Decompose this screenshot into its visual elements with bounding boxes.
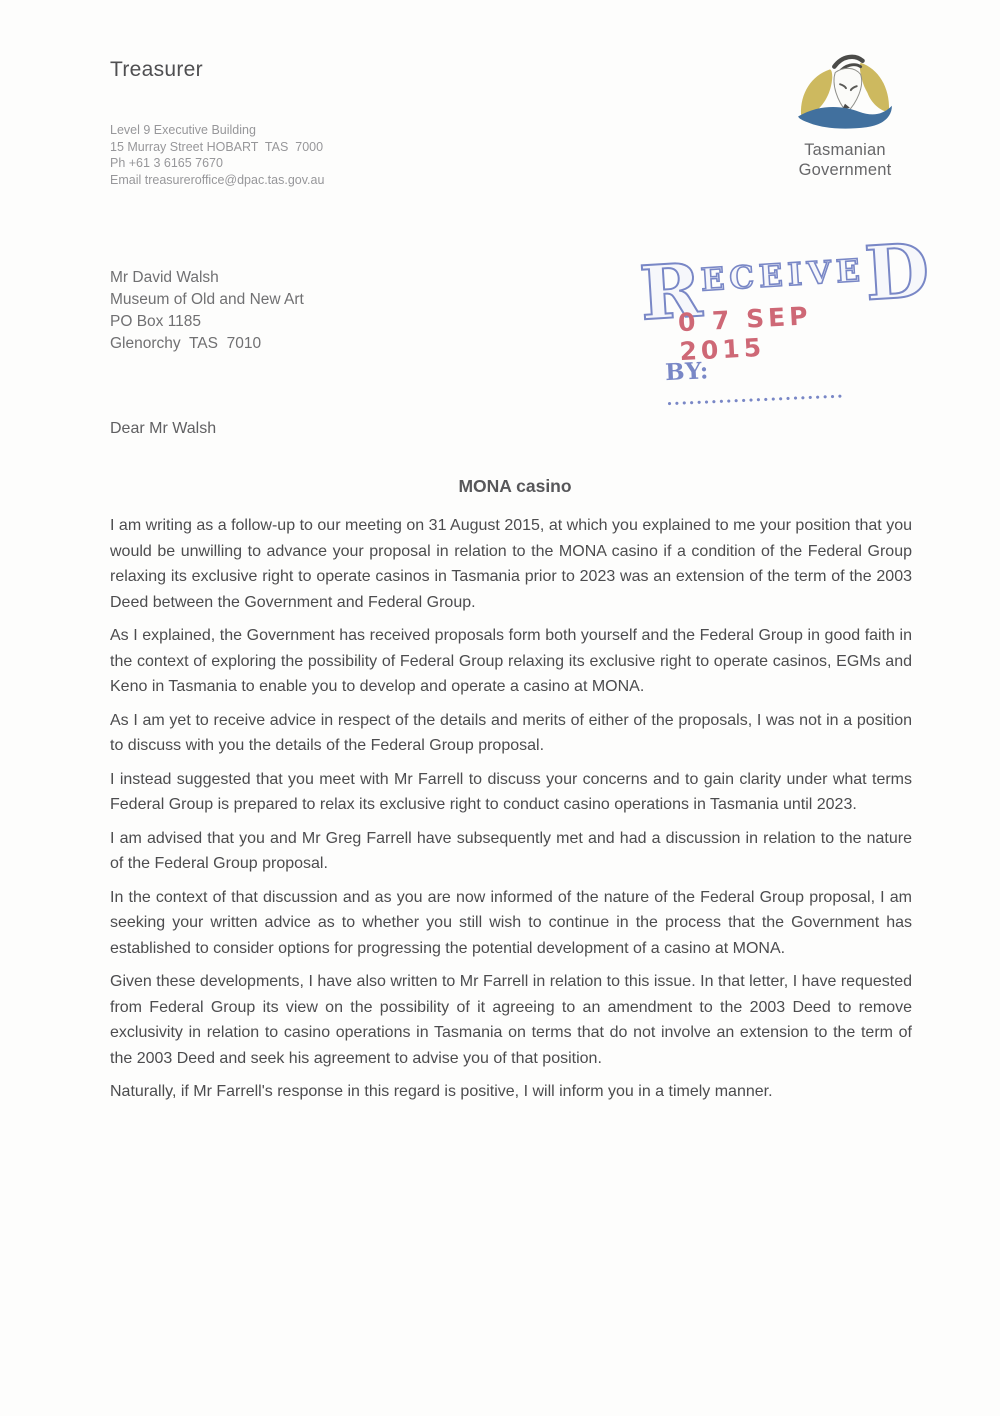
letterhead-address-line: 15 Murray Street HOBART TAS 7000 xyxy=(110,139,324,154)
stamp-by-line xyxy=(665,350,887,414)
letterhead-title: Treasurer xyxy=(110,58,203,81)
logo-wordmark xyxy=(783,140,907,180)
letter-paragraph: I instead suggested that you meet with Mr Farrell to discuss your concerns and to gain clarity under what terms Federal Group is prepared to relax its exclusive right to conduct casino operations in Tasmania until 2023. xyxy=(110,770,912,813)
recipient-address-line: PO Box 1185 xyxy=(110,313,202,330)
recipient-address-line: Glenorchy TAS 7010 xyxy=(110,335,262,352)
thylacine-emblem-icon xyxy=(783,52,907,138)
stamp-by-label: BY: xyxy=(664,357,710,387)
stamp-letters-eceive: ECEIVE xyxy=(699,252,866,299)
logo-text-line2: Government xyxy=(798,161,892,179)
letter-paragraph: In the context of that discussion and as you are now informed of the nature of the Federal Group proposal, I am seeking your written advice as to whether you still wish to continue in the process that the Government has established to consider options for progressing the potential development of a casino at MONA. xyxy=(110,888,912,957)
stamp-by-dotted-line: ........................ xyxy=(665,382,845,411)
received-stamp xyxy=(637,227,932,411)
letterhead-address-line: Level 9 Executive Building xyxy=(110,123,256,137)
stamp-letter-d: D xyxy=(862,227,932,318)
recipient-address xyxy=(110,267,304,355)
letter-body xyxy=(110,513,912,1113)
salutation: Dear Mr Walsh xyxy=(110,420,217,437)
stamp-date: 0 7 SEP 2015 xyxy=(677,301,813,367)
letterhead-address-line: Email treasureroffice@dpac.tas.gov.au xyxy=(110,172,325,187)
stamp-letter-r: R xyxy=(637,247,705,338)
letter-paragraph: I am writing as a follow-up to our meeting on 31 August 2015, at which you explained to me your position that you would be unwilling to advance your proposal in relation to the MONA casino if a condition of the Federal Group relaxing its exclusive right to operate casinos in Tasmania prior to 2023 was an extension of the term of the 2003 Deed between the Government and Federal Group. xyxy=(110,517,912,611)
subject-heading: MONA casino xyxy=(458,476,572,496)
tasmanian-government-logo xyxy=(783,52,907,180)
letterhead-address xyxy=(110,122,324,188)
recipient-address-line: Museum of Old and New Art xyxy=(110,291,304,308)
letter-paragraph: Given these developments, I have also written to Mr Farrell in relation to this issue. In that letter, I have requested from Federal Group its view on the possibility of it agreeing to an amendment to the 2003 Deed to remove exclusivity in relation to casino operations in Tasmania on terms that do not involve an extension to the term of the 2003 Deed and seek his agreement to advise you of that position. xyxy=(110,973,912,1067)
logo-text-line1: Tasmanian xyxy=(804,141,886,159)
letter-paragraph: I am advised that you and Mr Greg Farrell have subsequently met and had a discussion in relation to the nature of the Federal Group proposal. xyxy=(110,829,912,872)
letter-paragraph: As I explained, the Government has received proposals form both yourself and the Federal Group in good faith in the context of exploring the possibility of Federal Group relaxing its exclusive right to operate casinos, EGMs and Keno in Tasmania to enable you to develop and operate a casino at MONA. xyxy=(110,627,912,695)
letter-paragraph: As I am yet to receive advice in respect of the details and merits of either of the proposals, I was not in a position to discuss with you the details of the Federal Group proposal. xyxy=(110,711,912,754)
letterhead-address-line: Ph +61 3 6165 7670 xyxy=(110,156,223,170)
letter-paragraph: Naturally, if Mr Farrell's response in this regard is positive, I will inform you in a timely manner. xyxy=(110,1083,773,1100)
recipient-address-line: Mr David Walsh xyxy=(110,269,219,286)
